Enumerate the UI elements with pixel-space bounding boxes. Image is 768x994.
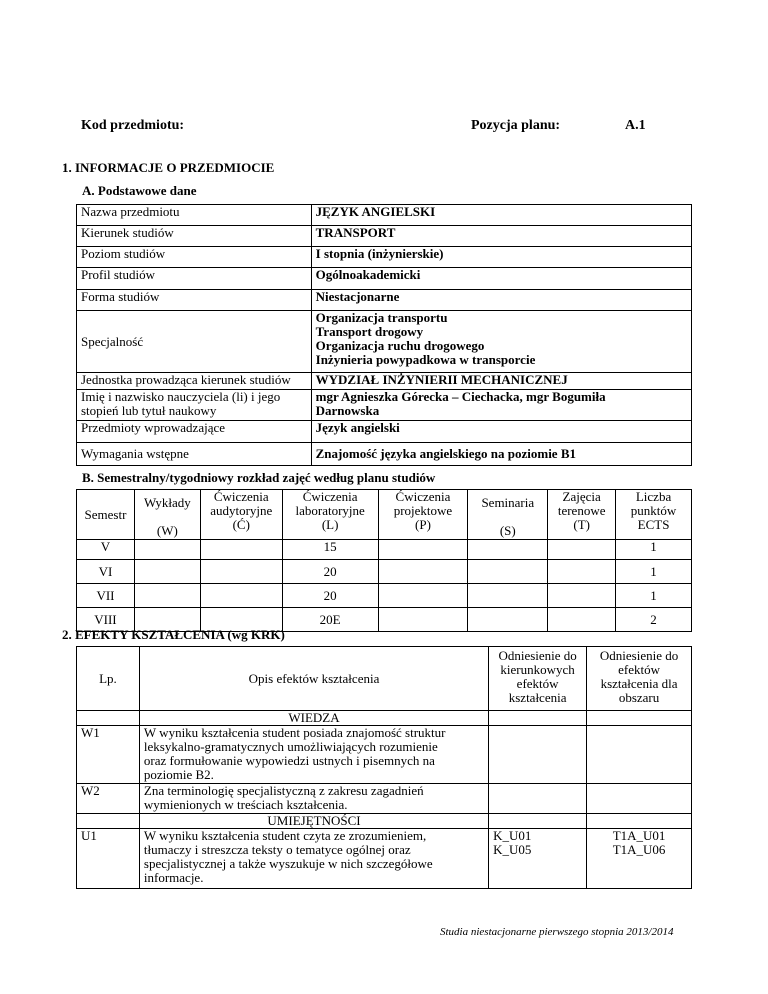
cell-lp: W1	[77, 726, 140, 784]
table-row	[77, 390, 692, 421]
cell-t	[548, 560, 616, 584]
table-row	[77, 226, 692, 247]
cell-ects: 1	[616, 560, 692, 584]
header-laboratoryjne	[282, 490, 378, 540]
header-text: Zajęcia	[562, 489, 601, 504]
cell-empty	[77, 711, 140, 726]
label-line: stopień lub tytuł naukowy	[81, 403, 217, 418]
cell-l: 20E	[282, 608, 378, 632]
opis-line: informacje.	[143, 870, 204, 885]
header-text: (W)	[156, 523, 178, 538]
header-text: obszaru	[618, 690, 660, 705]
opis-line: tłumaczy i streszcza teksty o tematyce ogólnej oraz	[143, 842, 411, 857]
value-line: mgr Agnieszka Górecka – Ciechacka, mgr Bogumiła	[315, 389, 606, 404]
obszar-code: T1A_U06	[612, 842, 666, 857]
header-ects	[616, 490, 692, 540]
cell-semestr: VII	[77, 584, 135, 608]
header-text: Odniesienie do	[599, 648, 679, 663]
cell-obszar	[587, 829, 692, 889]
category-wiedza: WIEDZA	[139, 711, 488, 726]
cell-c	[200, 540, 282, 560]
row-value: WYDZIAŁ INŻYNIERII MECHANICZNEJ	[311, 373, 691, 390]
section1-title: 1. INFORMACJE O PRZEDMIOCIE	[62, 160, 275, 175]
cell-kier	[489, 726, 587, 784]
cell-l: 20	[282, 584, 378, 608]
header-text: Semestr	[84, 506, 127, 522]
schedule-table	[76, 489, 692, 632]
table-row	[77, 421, 692, 443]
sectionA-title: A. Podstawowe dane	[82, 183, 197, 198]
table-row	[77, 829, 692, 889]
header-wyklady	[134, 490, 200, 540]
header-text: Wykłady	[143, 495, 191, 510]
header-text: Ćwiczenia	[302, 489, 358, 504]
cell-s	[468, 560, 548, 584]
row-value: Niestacjonarne	[311, 290, 691, 311]
table-row	[77, 247, 692, 268]
cell-lp: U1	[77, 829, 140, 889]
cell-empty	[489, 814, 587, 829]
specialty-line: Transport drogowy	[315, 324, 424, 339]
header-text: Seminaria	[481, 495, 535, 510]
specialty-line: Inżynieria powypadkowa w transporcie	[315, 352, 536, 367]
cell-s	[468, 540, 548, 560]
cell-semestr: VIII	[77, 608, 135, 632]
spacer	[470, 510, 545, 524]
header-lp: Lp.	[77, 647, 140, 711]
table-row	[77, 584, 692, 608]
row-label: Jednostka prowadząca kierunek studiów	[77, 373, 312, 390]
cell-empty	[77, 814, 140, 829]
header-text: kształcenia dla	[600, 676, 678, 691]
opis-line: poziomie B2.	[143, 767, 214, 782]
cell-c	[200, 560, 282, 584]
value-line: Darnowska	[315, 403, 380, 418]
table-row	[77, 560, 692, 584]
table-row	[77, 726, 692, 784]
cell-opis	[139, 829, 488, 889]
table-row	[77, 540, 692, 560]
row-value	[311, 390, 691, 421]
spacer	[137, 510, 198, 524]
cell-lp: W2	[77, 784, 140, 814]
header-obszar	[587, 647, 692, 711]
opis-line: oraz formułowanie wypowiedzi ustnych i pisemnych na	[143, 753, 435, 768]
cell-l: 20	[282, 560, 378, 584]
cell-p	[378, 584, 468, 608]
row-label: Forma studiów	[77, 290, 312, 311]
table-row	[77, 205, 692, 226]
opis-line: W wyniku kształcenia student posiada znajomość struktur	[143, 725, 446, 740]
table-row	[77, 311, 692, 373]
table-row	[77, 290, 692, 311]
header-text: Ćwiczenia	[213, 489, 269, 504]
specialty-line: Organizacja transportu	[315, 310, 448, 325]
row-value: TRANSPORT	[311, 226, 691, 247]
row-value: JĘZYK ANGIELSKI	[311, 205, 691, 226]
cell-empty	[587, 711, 692, 726]
header-text: kształcenia	[508, 690, 567, 705]
cell-empty	[587, 814, 692, 829]
pozycja-planu-label: Pozycja planu:	[471, 118, 561, 133]
header-text: (S)	[499, 523, 516, 538]
cell-obszar	[587, 784, 692, 814]
header-kierunkowe	[489, 647, 587, 711]
cell-opis	[139, 784, 488, 814]
header-text: (P)	[415, 517, 431, 532]
table-row	[77, 268, 692, 290]
header-projektowe	[378, 490, 468, 540]
row-label: Profil studiów	[77, 268, 312, 290]
cell-ects: 1	[616, 584, 692, 608]
outcomes-table	[76, 646, 692, 889]
cell-opis	[139, 726, 488, 784]
header-text: (T)	[573, 517, 590, 532]
row-label: Nazwa przedmiotu	[77, 205, 312, 226]
opis-line: specjalistycznej a także wyszukuje w nich szczegółowe	[143, 856, 433, 871]
cell-t	[548, 540, 616, 560]
cell-t	[548, 584, 616, 608]
cell-s	[468, 584, 548, 608]
header-text: kierunkowych	[500, 662, 575, 677]
header-text: audytoryjne	[210, 503, 273, 518]
header-text: Liczba	[635, 489, 672, 504]
cell-p	[378, 608, 468, 632]
cell-w	[134, 584, 200, 608]
row-label	[77, 390, 312, 421]
row-value: Ogólnoakademicki	[311, 268, 691, 290]
cell-kier	[489, 784, 587, 814]
header-text: Odniesienie do	[498, 648, 577, 663]
cell-semestr: VI	[77, 560, 135, 584]
table-row	[77, 784, 692, 814]
cell-obszar	[587, 726, 692, 784]
basic-data-table	[76, 204, 692, 466]
specialty-line: Organizacja ruchu drogowego	[315, 338, 485, 353]
row-value: I stopnia (inżynierskie)	[311, 247, 691, 268]
obszar-code: T1A_U01	[612, 828, 666, 843]
opis-line: wymienionych w treściach kształcenia.	[143, 797, 348, 812]
sectionB-title: B. Semestralny/tygodniowy rozkład zajęć według planu studiów	[82, 470, 436, 485]
cell-s	[468, 608, 548, 632]
header-text: (L)	[321, 517, 339, 532]
row-label: Poziom studiów	[77, 247, 312, 268]
header-text: efektów	[516, 676, 559, 691]
row-label: Wymagania wstępne	[77, 443, 312, 466]
header-terenowe	[548, 490, 616, 540]
cell-w	[134, 560, 200, 584]
opis-line: leksykalno-gramatycznych umożliwiających rozumienie	[143, 739, 438, 754]
cell-c	[200, 584, 282, 608]
cell-w	[134, 540, 200, 560]
row-label: Kierunek studiów	[77, 226, 312, 247]
category-row	[77, 814, 692, 829]
opis-line: Zna terminologię specjalistyczną z zakresu zagadnień	[143, 783, 424, 798]
kier-code: K_U01	[493, 828, 532, 843]
header-text: Ćwiczenia	[395, 489, 451, 504]
table-row	[77, 443, 692, 466]
schedule-header-row	[77, 490, 692, 540]
kod-przedmiotu-label: Kod przedmiotu:	[81, 118, 185, 133]
cell-l: 15	[282, 540, 378, 560]
row-label: Specjalność	[77, 311, 312, 373]
cell-p	[378, 560, 468, 584]
header-opis: Opis efektów kształcenia	[139, 647, 488, 711]
category-row	[77, 711, 692, 726]
header-audytoryjne	[200, 490, 282, 540]
header-semestr	[77, 490, 135, 540]
footer-note: Studia niestacjonarne pierwszego stopnia 2013/2014	[440, 926, 674, 938]
cell-semestr: V	[77, 540, 135, 560]
row-label: Przedmioty wprowadzające	[77, 421, 312, 443]
header-seminaria	[468, 490, 548, 540]
row-value: Język angielski	[311, 421, 691, 443]
header-text: (Ć)	[232, 517, 250, 532]
cell-kier	[489, 829, 587, 889]
cell-ects: 1	[616, 540, 692, 560]
cell-p	[378, 540, 468, 560]
header-text: terenowe	[557, 503, 606, 518]
header-text: punktów	[630, 503, 677, 518]
cell-ects: 2	[616, 608, 692, 632]
category-umiejetnosci: UMIEJĘTNOŚCI	[139, 814, 488, 829]
row-value: Znajomość języka angielskiego na poziomie B1	[311, 443, 691, 466]
kier-code: K_U05	[493, 842, 532, 857]
header-text: projektowe	[393, 503, 453, 518]
opis-line: W wyniku kształcenia student czyta ze zrozumieniem,	[143, 828, 427, 843]
table-row	[77, 373, 692, 390]
outcomes-header-row	[77, 647, 692, 711]
cell-t	[548, 608, 616, 632]
header-text: laboratoryjne	[295, 503, 365, 518]
section2-title: 2. EFEKTY KSZTAŁCENIA (wg KRK)	[62, 627, 285, 642]
pozycja-planu-value: A.1	[625, 118, 646, 133]
cell-empty	[489, 711, 587, 726]
header-text: ECTS	[637, 517, 670, 532]
row-value	[311, 311, 691, 373]
label-line: Imię i nazwisko nauczyciela (li) i jego	[81, 389, 281, 404]
header-text: efektów	[618, 662, 660, 677]
